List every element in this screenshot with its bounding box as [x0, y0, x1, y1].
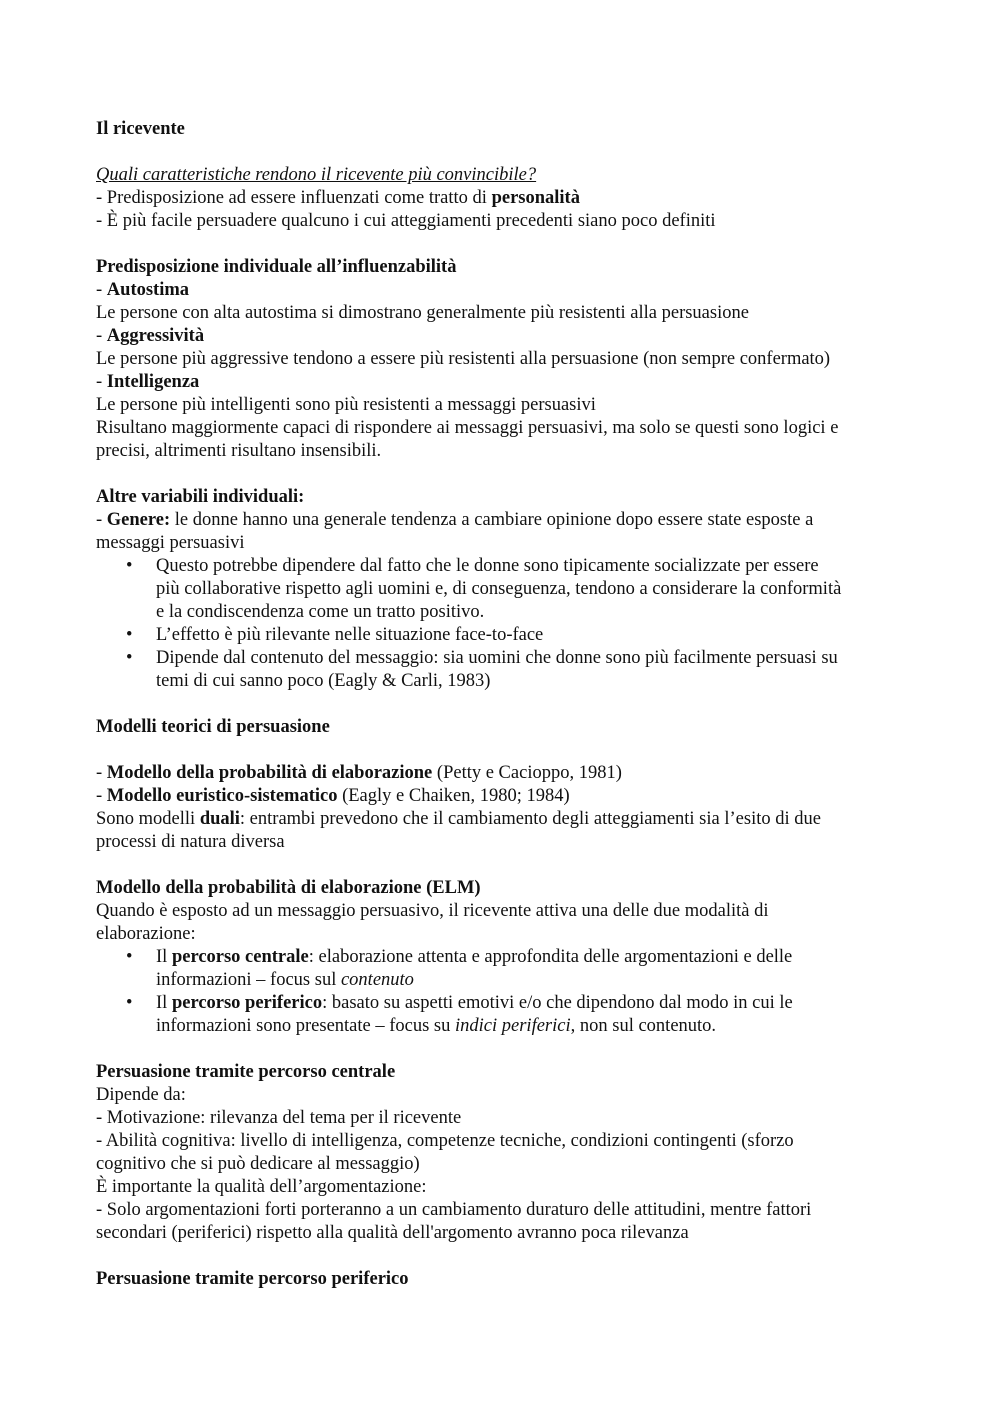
- list-item-line: [156, 946, 911, 969]
- dash: -: [96, 786, 107, 806]
- dash: -: [96, 280, 107, 300]
- question-text: Quali caratteristiche rendono il ricevente più convincibile?: [96, 165, 537, 185]
- list-item-line: e la condiscendenza come un tratto positivo.: [156, 602, 485, 622]
- list-item-line: temi di cui sanno poco (Eagly & Carli, 1983): [156, 671, 491, 691]
- bold-term: percorso centrale: [171, 947, 309, 967]
- list-item: [156, 555, 911, 624]
- section-title-predisposizione: Predisposizione individuale all’influenzabilità: [96, 257, 457, 277]
- paragraph-line: - Solo argomentazioni forti porteranno a un cambiamento duraturo delle attitudini, mentre fattori: [96, 1200, 812, 1220]
- paragraph-line: secondari (periferici) rispetto alla qualità dell'argomento avranno poca rilevanza: [96, 1223, 689, 1243]
- list-item-line: più collaborative rispetto agli uomini e, di conseguenza, tendono a considerare la conformità: [156, 579, 842, 599]
- dash: -: [96, 326, 107, 346]
- bold-term: Modello della probabilità di elaborazione: [106, 763, 433, 783]
- list-item: [156, 946, 911, 992]
- bold-term: personalità: [491, 188, 580, 208]
- paragraph-line: Dipende da:: [96, 1085, 186, 1105]
- bold-term: Modello euristico-sistematico: [106, 786, 338, 806]
- bullet-list-genere: [96, 555, 911, 693]
- section-title-elm: Modello della probabilità di elaborazione (ELM): [96, 878, 481, 898]
- section-title-ricevente: Il ricevente: [96, 119, 185, 139]
- list-item-line: [156, 969, 911, 992]
- text-span: (Eagly e Chaiken, 1980; 1984): [337, 786, 570, 806]
- subheading-aggressivita: [96, 325, 911, 348]
- bold-term: Intelligenza: [106, 372, 200, 392]
- paragraph-line: - È più facile persuadere qualcuno i cui atteggiamenti precedenti siano poco definiti: [96, 211, 716, 231]
- text-span: : basato su aspetti emotivi e/o che dipendono dal modo in cui le: [322, 993, 793, 1013]
- paragraph-line: - Abilità cognitiva: livello di intelligenza, competenze tecniche, condizioni contingenti (sforzo: [96, 1131, 794, 1151]
- list-item-line: • L’effetto è più rilevante nelle situazione face-to-face: [156, 625, 544, 645]
- paragraph-line: [96, 808, 911, 831]
- text-span: Il: [156, 993, 172, 1013]
- list-item: [156, 647, 911, 693]
- text-span: : elaborazione attenta e approfondita delle argomentazioni e delle: [308, 947, 793, 967]
- section-title-percorso-centrale: Persuasione tramite percorso centrale: [96, 1062, 396, 1082]
- paragraph-line: Le persone con alta autostima si dimostrano generalmente più resistenti alla persuasione: [96, 303, 749, 323]
- section-title-percorso-periferico: Persuasione tramite percorso periferico: [96, 1269, 409, 1289]
- bold-term: Autostima: [106, 280, 190, 300]
- document-page: [96, 118, 911, 1291]
- italic-term: indici periferici: [455, 1016, 571, 1036]
- paragraph-line: precisi, altrimenti risultano insensibili.: [96, 441, 382, 461]
- paragraph-line: processi di natura diversa: [96, 832, 285, 852]
- text-span: (Petty e Cacioppo, 1981): [432, 763, 622, 783]
- paragraph-line: [96, 509, 911, 532]
- section-title-modelli-teorici: Modelli teorici di persuasione: [96, 717, 330, 737]
- dash: -: [96, 372, 107, 392]
- paragraph-line: Quando è esposto ad un messaggio persuasivo, il ricevente attiva una delle due modalità di: [96, 901, 769, 921]
- bold-term: duali: [199, 809, 240, 829]
- list-item: [156, 624, 911, 647]
- dash: -: [96, 510, 107, 530]
- text-span: informazioni sono presentate – focus su: [156, 1016, 456, 1036]
- paragraph-line: [96, 785, 911, 808]
- bold-term: percorso periferico: [171, 993, 323, 1013]
- paragraph-line: Risultano maggiormente capaci di rispondere ai messaggi persuasivi, ma solo se questi sono logici e: [96, 418, 839, 438]
- text-span: Il: [156, 947, 172, 967]
- list-item-line: [156, 1015, 911, 1038]
- bold-term: Aggressività: [106, 326, 205, 346]
- list-item-line: • Dipende dal contenuto del messaggio: sia uomini che donne sono più facilmente persuasi su: [156, 648, 838, 668]
- bold-term: Genere:: [106, 510, 171, 530]
- text-span: : entrambi prevedono che il cambiamento degli atteggiamenti sia l’esito di due: [239, 809, 821, 829]
- paragraph-line: elaborazione:: [96, 924, 196, 944]
- paragraph-line: È importante la qualità dell’argomentazione:: [96, 1177, 427, 1197]
- paragraph-line: [96, 187, 911, 210]
- text-span: le donne hanno una generale tendenza a cambiare opinione dopo essere state esposte a: [170, 510, 814, 530]
- italic-term: contenuto: [340, 970, 414, 990]
- subheading-autostima: [96, 279, 911, 302]
- list-item-line: [156, 992, 911, 1015]
- dash: -: [96, 763, 107, 783]
- paragraph-line: - Motivazione: rilevanza del tema per il ricevente: [96, 1108, 462, 1128]
- text-span: Sono modelli: [96, 809, 200, 829]
- text-span: - Predisposizione ad essere influenzati come tratto di: [96, 188, 492, 208]
- paragraph-line: cognitivo che si può dedicare al messaggio): [96, 1154, 420, 1174]
- text-span: , non sul contenuto.: [570, 1016, 717, 1036]
- list-item-line: • Questo potrebbe dipendere dal fatto che le donne sono tipicamente socializzate per essere: [156, 556, 819, 576]
- text-span: informazioni – focus sul: [156, 970, 341, 990]
- paragraph-line: Le persone più aggressive tendono a essere più resistenti alla persuasione (non sempre confermato): [96, 349, 831, 369]
- subheading-intelligenza: [96, 371, 911, 394]
- paragraph-line: messaggi persuasivi: [96, 533, 245, 553]
- paragraph-line: [96, 762, 911, 785]
- section-title-altre-variabili: Altre variabili individuali:: [96, 487, 305, 507]
- list-item: [156, 992, 911, 1038]
- question-line: [96, 164, 911, 187]
- bullet-list-elm: [96, 946, 911, 1038]
- paragraph-line: Le persone più intelligenti sono più resistenti a messaggi persuasivi: [96, 395, 596, 415]
